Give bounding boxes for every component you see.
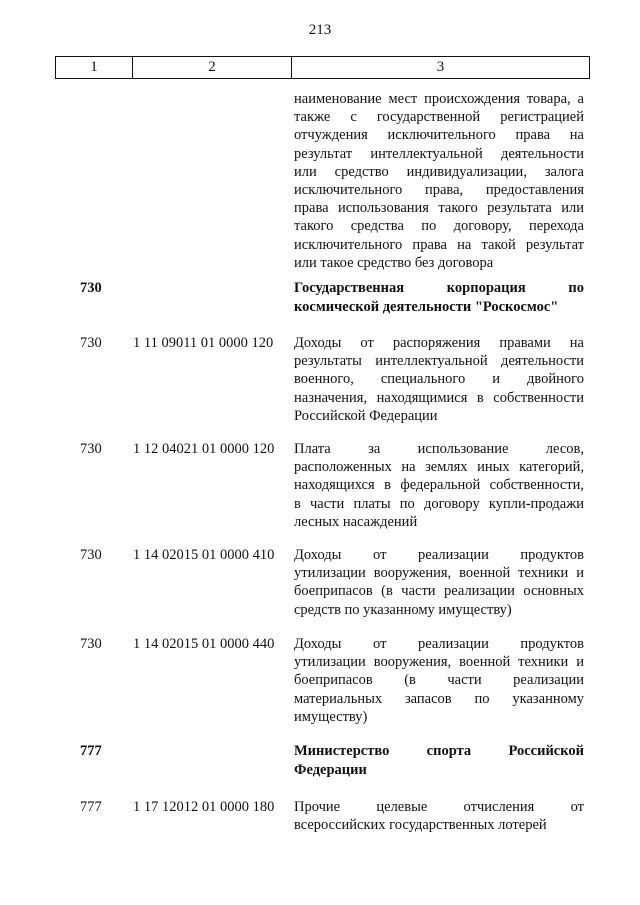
text-line: космической деятельности "Роскосмос" — [294, 299, 559, 315]
text-line: имуществу) — [294, 708, 368, 725]
text-line: военного, специального и двойного — [294, 371, 584, 388]
admin-code: 777 — [80, 799, 102, 815]
admin-code: 730 — [80, 280, 102, 296]
text-line: материальных запасов по указанному — [294, 690, 584, 707]
column-header-1: 1 — [56, 57, 133, 78]
admin-code: 730 — [80, 441, 102, 457]
admin-code: 730 — [80, 335, 102, 351]
text-line: Федерации — [294, 762, 367, 778]
text-line: Министерство спорта Российской — [294, 743, 584, 759]
continuation-text — [294, 90, 584, 272]
revenue-code: 1 14 02015 01 0000 410 — [133, 547, 275, 563]
revenue-code: 1 14 02015 01 0000 440 — [133, 636, 275, 652]
text-line: Доходы от распоряжения правами на — [294, 335, 584, 351]
text-line: результаты интеллектуальной деятельности — [294, 353, 584, 370]
text-line: исключительного права, предоставления — [294, 182, 584, 199]
text-line: всероссийских государственных лотерей — [294, 817, 547, 834]
revenue-code: 1 11 09011 01 0000 120 — [133, 335, 274, 351]
text-line: утилизации вооружения, военной техники и — [294, 654, 584, 671]
text-line: Прочие целевые отчисления от — [294, 799, 584, 815]
text-line: Государственная корпорация по — [294, 280, 584, 296]
text-line: Доходы от реализации продуктов — [294, 636, 584, 652]
revenue-description — [294, 742, 584, 780]
admin-code: 730 — [80, 636, 102, 652]
revenue-description — [294, 798, 584, 834]
revenue-description — [294, 279, 584, 317]
revenue-description — [294, 440, 584, 531]
admin-code: 777 — [80, 743, 102, 759]
text-line: утилизации вооружения, военной техники и — [294, 565, 584, 582]
revenue-description — [294, 334, 584, 425]
text-line: Плата за использование лесов, — [294, 441, 584, 457]
text-line: лесных насаждений — [294, 513, 418, 530]
text-line: в части платы по договору купли-продажи — [294, 495, 584, 512]
text-line: находящихся в федеральной собственности, — [294, 477, 584, 494]
text-line: или такое средство без договора — [294, 254, 494, 271]
text-line: расположенных на землях иных категорий, — [294, 459, 584, 476]
text-line: права использования такого результата или — [294, 200, 584, 217]
text-line: такого средства по договору, перехода — [294, 218, 584, 235]
text-line: результат интеллектуальной деятельности — [294, 145, 584, 162]
text-line: боеприпасов (в части реализации — [294, 672, 584, 689]
text-line: отчуждения исключительного права на — [294, 127, 584, 144]
text-line: назначения, находящимися в собственности — [294, 389, 584, 406]
text-line: Доходы от реализации продуктов — [294, 547, 584, 563]
text-line: исключительного права на такой результат — [294, 236, 584, 253]
text-line: также с государственной регистрацией — [294, 109, 584, 126]
revenue-code: 1 17 12012 01 0000 180 — [133, 799, 275, 815]
revenue-code: 1 12 04021 01 0000 120 — [133, 441, 275, 457]
column-header-row — [55, 56, 590, 79]
text-line: Российской Федерации — [294, 407, 438, 424]
revenue-description — [294, 546, 584, 619]
revenue-description — [294, 635, 584, 726]
text-line: наименование мест происхождения товара, а — [294, 91, 584, 107]
text-line: боеприпасов (в части реализации основных — [294, 583, 584, 600]
text-line: средств по указанному имуществу) — [294, 601, 512, 618]
column-header-2: 2 — [133, 57, 292, 78]
text-line: или средство индивидуализации, залога — [294, 163, 584, 180]
column-header-3: 3 — [436, 59, 445, 75]
page-number: 213 — [308, 22, 332, 38]
admin-code: 730 — [80, 547, 102, 563]
